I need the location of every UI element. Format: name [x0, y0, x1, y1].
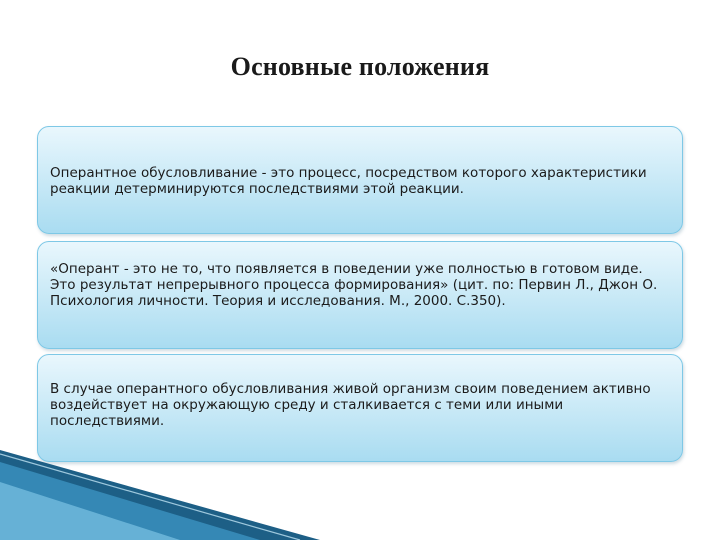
content-box-2: [37, 241, 683, 349]
content-box-3: [37, 354, 683, 462]
content-box-1: [37, 126, 683, 234]
content-box-1-text: Оперантное обусловливание - это процесс, посредством которого характеристики реакции детерминируются последствиями этой реакции.: [50, 165, 647, 197]
content-box-3-text: В случае оперантного обусловливания живой организм своим поведением активно воздействует на окружающую среду и сталкивается с теми или иными последствиями.: [50, 381, 651, 429]
content-box-2-text: «Оперант - это не то, что появляется в поведении уже полностью в готовом виде. Это результат непрерывного процесса формирования» (цит. по: Первин Л., Джон О. Психология личности. Теория и исследования. М., 2000. С.350).: [50, 261, 658, 309]
slide-title: Основные положения: [230, 52, 490, 81]
corner-decoration: [0, 450, 320, 540]
